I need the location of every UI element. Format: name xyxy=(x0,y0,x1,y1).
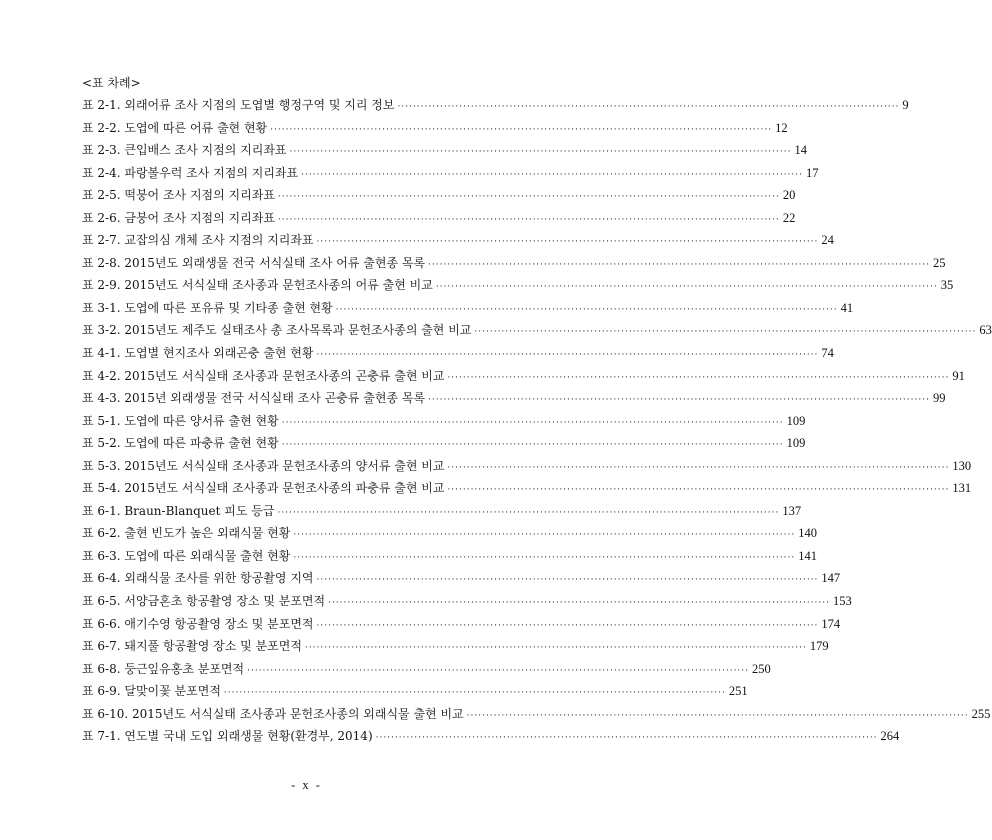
toc-entry-page-number: 141 xyxy=(798,548,817,563)
toc-entry-title: 표 2-8. 2015년도 외래생물 전국 서식실태 조사 어류 출현종 목록 xyxy=(82,255,426,270)
toc-entry[interactable] xyxy=(82,322,992,345)
toc-entry-title: 표 6-6. 애기수영 항공촬영 장소 및 분포면적 xyxy=(82,616,314,631)
toc-entry-title: 표 4-2. 2015년도 서식실태 조사종과 문헌조사종의 곤충류 출현 비교 xyxy=(82,368,445,383)
toc-entry-title: 표 6-1. Braun-Blanquet 피도 등급 xyxy=(82,503,275,518)
toc-entry[interactable] xyxy=(82,638,829,661)
dot-leader: ·································································································································· xyxy=(289,147,792,158)
toc-entry-page-number: 131 xyxy=(952,481,972,496)
toc-entry-page-number: 17 xyxy=(806,165,819,180)
toc-entry-title: 표 3-2. 2015년도 제주도 실태조사 총 조사목록과 문헌조사종의 출현 비교 xyxy=(82,323,472,338)
toc-entry[interactable] xyxy=(82,435,806,458)
dot-leader: ·································································································································· xyxy=(281,417,784,428)
dot-leader: ·································································································································· xyxy=(304,643,807,654)
toc-entry-title: 표 6-9. 달맞이꽃 분포면적 xyxy=(82,684,221,699)
toc-entry-page-number: 20 xyxy=(782,188,796,203)
toc-entry-title: 표 2-2. 도엽에 따른 어류 출현 현황 xyxy=(82,120,268,135)
toc-entry[interactable] xyxy=(82,165,819,188)
toc-entry-page-number: 109 xyxy=(786,436,806,451)
toc-entry-page-number: 35 xyxy=(940,278,954,293)
toc-entry[interactable] xyxy=(82,683,748,706)
dot-leader: ·································································································································· xyxy=(247,665,750,676)
toc-entry[interactable] xyxy=(82,570,841,593)
toc-entry-page-number: 140 xyxy=(798,526,817,541)
dot-leader: ·································································································································· xyxy=(428,395,930,406)
toc-entry[interactable] xyxy=(82,142,807,165)
dot-leader: ·································································································································· xyxy=(316,620,819,631)
toc-entry[interactable] xyxy=(82,503,802,526)
toc-entry-page-number: 63 xyxy=(979,323,992,338)
toc-entry-page-number: 251 xyxy=(728,684,748,699)
toc-entry-page-number: 174 xyxy=(821,616,841,631)
dot-leader: ·································································································································· xyxy=(375,733,878,744)
toc-entry-page-number: 12 xyxy=(775,120,788,135)
toc-entry-page-number: 179 xyxy=(809,639,829,654)
toc-entry[interactable] xyxy=(82,548,817,571)
toc-entry-page-number: 14 xyxy=(794,143,807,158)
dot-leader: ·································································································································· xyxy=(270,124,773,135)
toc-entry-page-number: 109 xyxy=(786,413,806,428)
dot-leader: ·································································································································· xyxy=(301,169,804,180)
dot-leader: ·································································································································· xyxy=(316,575,819,586)
dot-leader: ·································································································································· xyxy=(474,327,977,338)
toc-entry[interactable] xyxy=(82,255,946,278)
toc-entry[interactable] xyxy=(82,480,972,503)
toc-entry[interactable] xyxy=(82,458,972,481)
dot-leader: ·································································································································· xyxy=(223,688,726,699)
toc-entry-title: 표 2-9. 2015년도 서식실태 조사종과 문헌조사종의 어류 출현 비교 xyxy=(82,278,433,293)
toc-entry-title: 표 2-4. 파랑볼우럭 조사 지점의 지리좌표 xyxy=(82,165,299,180)
toc-entry-page-number: 41 xyxy=(840,300,854,315)
dot-leader: ·································································································································· xyxy=(293,552,796,563)
toc-entry[interactable] xyxy=(82,368,965,391)
toc-entry[interactable] xyxy=(82,345,834,368)
toc-entry-page-number: 130 xyxy=(952,458,972,473)
toc-entry-title: 표 6-10. 2015년도 서식실태 조사종과 문헌조사종의 외래식물 출현 비교 xyxy=(82,706,464,721)
toc-entry-page-number: 22 xyxy=(782,210,796,225)
dot-leader: ·································································································································· xyxy=(316,237,819,248)
toc-entry-title: 표 6-4. 외래식물 조사를 위한 항공촬영 지역 xyxy=(82,571,314,586)
dot-leader: ·································································································································· xyxy=(277,507,780,518)
toc-entry[interactable] xyxy=(82,390,946,413)
toc-entry-page-number: 255 xyxy=(971,706,991,721)
toc-entry-title: 표 5-3. 2015년도 서식실태 조사종과 문헌조사종의 양서류 출현 비교 xyxy=(82,458,445,473)
dot-leader: ·································································································································· xyxy=(277,192,780,203)
dot-leader: ·································································································································· xyxy=(435,282,938,293)
toc-entry-page-number: 25 xyxy=(932,255,946,270)
dot-leader: ·································································································································· xyxy=(293,530,796,541)
toc-entry-title: 표 3-1. 도엽에 따른 포유류 및 기타종 출현 현황 xyxy=(82,300,333,315)
toc-entry-title: 표 6-5. 서양금혼초 항공촬영 장소 및 분포면적 xyxy=(82,594,326,609)
toc-entry[interactable] xyxy=(82,593,852,616)
dot-leader: ·································································································································· xyxy=(281,440,784,451)
toc-entry-page-number: 147 xyxy=(821,571,841,586)
toc-entry[interactable] xyxy=(82,277,954,300)
toc-entry[interactable] xyxy=(82,120,788,143)
toc-entry-title: 표 2-5. 떡붕어 조사 지점의 지리좌표 xyxy=(82,188,275,203)
toc-entry[interactable] xyxy=(82,300,854,323)
toc-entry-title: 표 2-7. 교잡의심 개체 조사 지점의 지리좌표 xyxy=(82,233,314,248)
toc-entry-page-number: 74 xyxy=(821,346,834,361)
toc-entry-page-number: 137 xyxy=(782,503,802,518)
toc-entry[interactable] xyxy=(82,728,900,751)
toc-entry[interactable] xyxy=(82,232,834,255)
dot-leader: ·································································································································· xyxy=(447,372,950,383)
toc-entry-title: 표 5-1. 도엽에 따른 양서류 출현 현황 xyxy=(82,413,279,428)
dot-leader: ·································································································································· xyxy=(277,214,780,225)
toc-entry-page-number: 250 xyxy=(752,661,771,676)
toc-entry-title: 표 6-2. 출현 빈도가 높은 외래식물 현황 xyxy=(82,526,291,541)
toc-entry-title: 표 2-3. 큰입배스 조사 지점의 지리좌표 xyxy=(82,143,287,158)
toc-entry-page-number: 99 xyxy=(932,391,946,406)
toc-entry-title: 표 5-2. 도엽에 따른 파충류 출현 현황 xyxy=(82,436,279,451)
toc-entry-page-number: 153 xyxy=(833,594,852,609)
toc-entry-title: 표 7-1. 연도별 국내 도입 외래생물 현황(환경부, 2014) xyxy=(82,729,373,744)
toc-entry-title: 표 2-1. 외래어류 조사 지점의 도엽별 행정구역 및 지리 정보 xyxy=(82,98,395,112)
toc-entry[interactable] xyxy=(82,706,991,729)
toc-entry-title: 표 6-3. 도엽에 따른 외래식물 출현 현황 xyxy=(82,548,291,563)
dot-leader: ·································································································································· xyxy=(335,304,838,315)
dot-leader: ·································································································································· xyxy=(397,102,900,112)
toc-entry-page-number: 24 xyxy=(821,233,834,248)
dot-leader: ·································································································································· xyxy=(328,598,831,609)
page-number: - x - xyxy=(291,778,322,792)
toc-entry[interactable] xyxy=(82,413,806,436)
toc-entry-page-number: 91 xyxy=(952,368,965,383)
toc-entry-title: 표 6-7. 돼지풀 항공촬영 장소 및 분포면적 xyxy=(82,639,302,654)
dot-leader: ·································································································································· xyxy=(316,350,819,361)
toc-entry-title: 표 2-6. 금붕어 조사 지점의 지리좌표 xyxy=(82,210,275,225)
table-of-tables xyxy=(82,97,992,751)
toc-entry[interactable] xyxy=(82,616,841,639)
dot-leader: ·································································································································· xyxy=(428,259,930,270)
toc-entry-page-number: 264 xyxy=(880,729,900,744)
dot-leader: ·································································································································· xyxy=(466,710,969,721)
toc-entry[interactable] xyxy=(82,97,909,120)
toc-entry-title: 표 6-8. 둥근잎유홍초 분포면적 xyxy=(82,661,245,676)
section-heading: <표 차례> xyxy=(82,76,141,90)
toc-entry-page-number: 9 xyxy=(902,98,909,112)
toc-entry-title: 표 4-3. 2015년 외래생물 전국 서식실태 조사 곤충류 출현종 목록 xyxy=(82,391,426,406)
toc-entry[interactable] xyxy=(82,661,771,684)
toc-entry-title: 표 4-1. 도엽별 현지조사 외래곤충 출현 현황 xyxy=(82,346,314,361)
dot-leader: ·································································································································· xyxy=(447,462,950,473)
toc-entry[interactable] xyxy=(82,210,796,233)
toc-entry[interactable] xyxy=(82,525,817,548)
dot-leader: ·································································································································· xyxy=(447,485,950,496)
toc-entry[interactable] xyxy=(82,187,796,210)
toc-entry-title: 표 5-4. 2015년도 서식실태 조사종과 문헌조사종의 파충류 출현 비교 xyxy=(82,481,445,496)
